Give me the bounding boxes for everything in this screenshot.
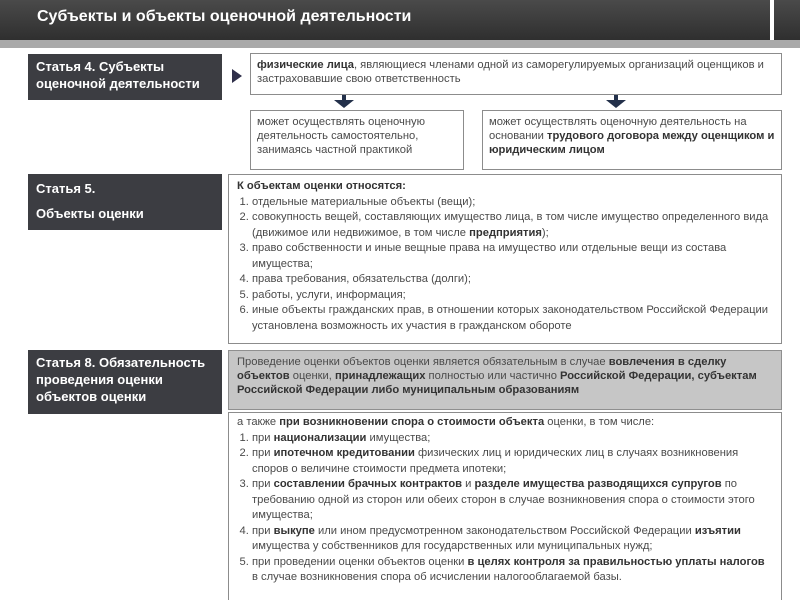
- article4-persons-box: [250, 53, 782, 95]
- list-item: [252, 210, 773, 241]
- mandatory-bold: вовлечения в сделку объектов: [237, 356, 727, 382]
- list-item: [252, 446, 773, 477]
- list-item-text: работы, услуги, информация;: [252, 288, 406, 301]
- article8-dispute-box: [228, 412, 782, 600]
- list-item: [252, 303, 773, 334]
- list-item-bold: разделе имущества разводящихся супругов: [474, 478, 722, 490]
- article5-label-line1: Статья 5.: [36, 181, 96, 196]
- list-item: [252, 195, 773, 211]
- mandatory-text: Проведение оценки объектов оценки является обязательным в случае: [237, 356, 609, 368]
- page-title: Субъекты и объекты оценочной деятельности: [37, 8, 412, 25]
- list-item-text: при: [252, 524, 274, 537]
- contract-text: может осуществлять оценочную деятельность на основании: [489, 116, 747, 142]
- objects-list: [235, 195, 773, 335]
- list-item-bold: изъятии: [694, 524, 741, 537]
- list-item-bold: составлении брачных контрактов: [273, 478, 463, 490]
- mandatory-text: полностью или частично: [425, 370, 561, 382]
- arrow-down-icon: [604, 95, 628, 109]
- list-item-text: имущества у собственников для государственных или муниципальных нужд;: [252, 540, 653, 552]
- article5-label-line2: Объекты оценки: [36, 206, 144, 221]
- mandatory-bold: Российской Федерации, субъектам Российской Федерации либо муниципальным образованиям: [237, 370, 757, 396]
- list-item-text: и: [462, 478, 475, 490]
- article5-objects-box: [228, 174, 782, 344]
- contract-bold: трудового договора между оценщиком и юридическим лицом: [489, 130, 775, 156]
- list-item-text: иные объекты гражданских прав, в отношении которых законодательством Российской Федерации установлена возможность их участия в гражданском обороте: [252, 304, 768, 332]
- objects-heading: К объектам оценки относятся:: [237, 180, 406, 192]
- list-item: [252, 555, 773, 586]
- list-item-text: совокупность вещей, составляющих имущество лица, в том числе имущество определенного вида (движимое или недвижимое, в том числе: [252, 211, 769, 239]
- list-item-text: при: [252, 447, 274, 459]
- dispute-intro-text: оценки, в том числе:: [544, 416, 655, 428]
- list-item: [252, 524, 773, 555]
- article5-label: [28, 174, 222, 230]
- mandatory-bold: принадлежащих: [335, 370, 426, 382]
- header-bar: [0, 0, 800, 40]
- dispute-intro-text: а также: [237, 416, 280, 428]
- article4-label-text: Статья 4. Субъекты оценочной деятельности: [36, 59, 200, 91]
- list-item-text: в случае возникновения спора об исчислении налогооблагаемой базы.: [252, 571, 622, 583]
- list-item-text: право собственности и иные вещные права на имущество или отдельные вещи из состава имущества;: [252, 242, 727, 270]
- persons-bold: физические лица: [257, 59, 354, 71]
- header-strip: [0, 40, 800, 48]
- list-item: [252, 241, 773, 272]
- list-item-text: );: [541, 226, 549, 239]
- header-decor: [770, 0, 774, 40]
- article4-contract-box: [482, 110, 782, 170]
- list-item-bold: выкупе: [273, 524, 315, 537]
- list-item: [252, 477, 773, 524]
- list-item: [252, 431, 773, 447]
- list-item-text: по требованию одной из сторон или обеих сторон в случае возникновения спора о стоимости этого имущества;: [252, 478, 755, 521]
- article8-label: [28, 350, 222, 414]
- list-item-text: физических лиц и юридических лиц в случаях возникновения споров о величине стоимости предмета ипотеки;: [252, 447, 739, 475]
- arrow-down-icon: [332, 95, 356, 109]
- list-item-text: отдельные материальные объекты (вещи);: [252, 195, 476, 208]
- list-item: [252, 288, 773, 304]
- dispute-list: [235, 431, 773, 586]
- list-item-text: при: [252, 478, 274, 490]
- mandatory-text: оценки,: [289, 370, 335, 382]
- list-item-text: или ином предусмотренном законодательством Российской Федерации: [314, 524, 695, 537]
- article8-mandatory-box: [228, 350, 782, 410]
- list-item-bold: национализации: [273, 431, 367, 444]
- list-item-text: при: [252, 431, 274, 444]
- arrow-right-icon: [232, 69, 242, 83]
- list-item: [252, 272, 773, 288]
- list-item-text: при проведении оценки объектов оценки: [252, 555, 468, 568]
- list-item-bold: ипотечном кредитовании: [273, 447, 415, 459]
- persons-text: , являющиеся членами одной из саморегулируемых организаций оценщиков и застраховавшие свою ответственность: [257, 59, 764, 85]
- list-item-text: имущества;: [366, 431, 431, 444]
- article4-label: [28, 54, 222, 100]
- dispute-intro-bold: при возникновении спора о стоимости объекта: [279, 416, 545, 428]
- list-item-bold: в целях контроля за правильностью уплаты налогов: [467, 555, 765, 568]
- self-practice-text: может осуществлять оценочную деятельность самостоятельно, занимаясь частной практикой: [257, 116, 425, 156]
- list-item-bold: предприятия: [469, 226, 542, 239]
- article4-self-practice-box: [250, 110, 464, 170]
- article8-label-text: Статья 8. Обязательность проведения оценки объектов оценки: [36, 355, 206, 404]
- list-item-text: права требования, обязательства (долги);: [252, 273, 472, 285]
